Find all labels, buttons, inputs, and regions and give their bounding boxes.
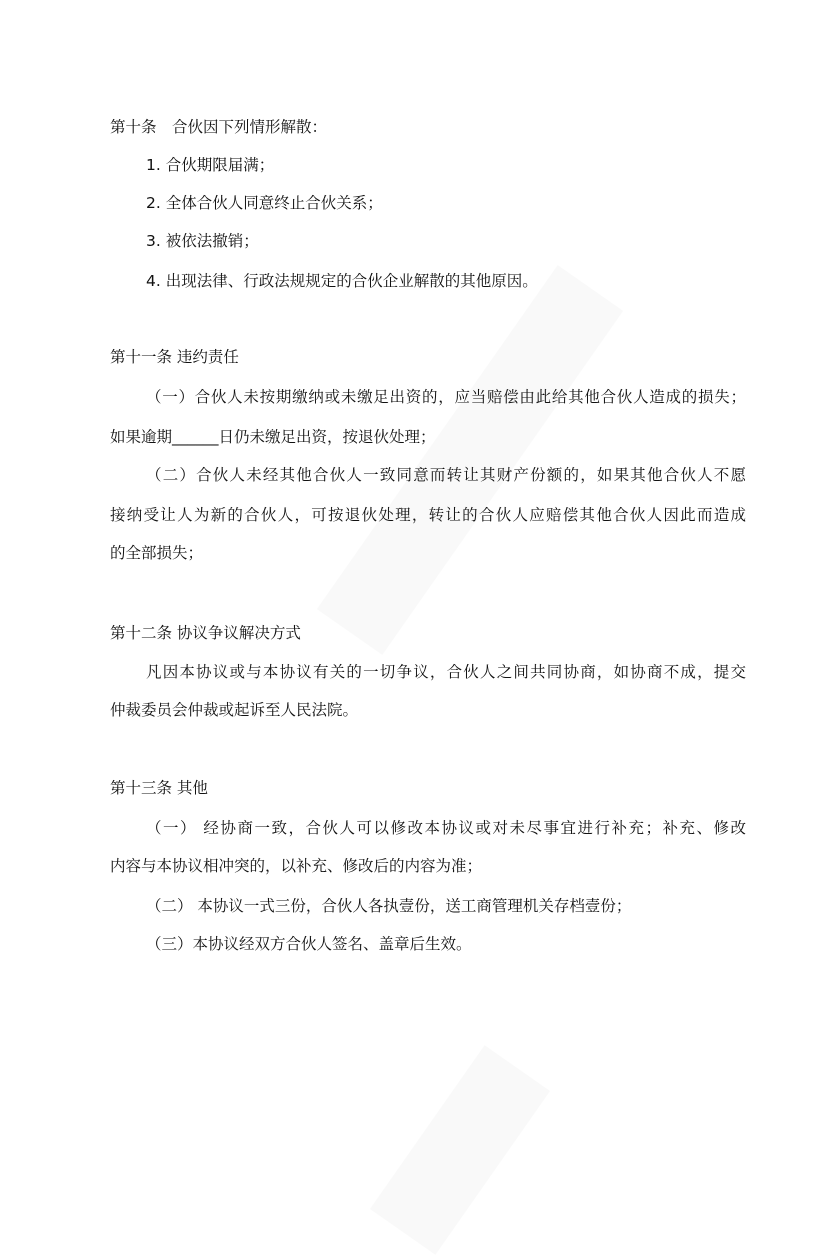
- paragraph-line: 的全部损失；: [110, 544, 204, 562]
- list-item: 4. 出现法律、行政法规规定的合伙企业解散的其他原因。: [146, 272, 538, 290]
- section-title: 第十一条 违约责任: [110, 348, 239, 366]
- paragraph-line: 如果逾期______日仍未缴足出资，按退伙处理；: [110, 428, 436, 446]
- list-item: 1. 合伙期限届满；: [146, 156, 275, 174]
- paragraph-line: 仲裁委员会仲裁或起诉至人民法院。: [110, 701, 359, 719]
- list-item: 3. 被依法撤销；: [146, 232, 259, 250]
- watermark: [317, 265, 623, 655]
- section-title: 第十三条 其他: [110, 779, 208, 797]
- paragraph-line: 内容与本协议相冲突的，以补充、修改后的内容为准；: [110, 857, 483, 875]
- paragraph-line: （二） 本协议一式三份，合伙人各执壹份，送工商管理机关存档壹份；: [146, 897, 632, 915]
- list-item: 2. 全体合伙人同意终止合伙关系；: [146, 194, 383, 212]
- paragraph-line: （一）合伙人未按期缴纳或未缴足出资的，应当赔偿由此给其他合伙人造成的损失；: [146, 388, 746, 406]
- section-title: 第十条 合伙因下列情形解散：: [110, 118, 328, 136]
- watermark: [370, 1045, 550, 1255]
- section-title: 第十二条 协议争议解决方式: [110, 624, 301, 642]
- paragraph-line: 接纳受让人为新的合伙人，可按退伙处理，转让的合伙人应赔偿其他合伙人因此而造成: [110, 506, 746, 524]
- paragraph-line: （一） 经协商一致，合伙人可以修改本协议或对未尽事宜进行补充；补充、修改: [146, 819, 746, 837]
- paragraph-line: （二）合伙人未经其他合伙人一致同意而转让其财产份额的，如果其他合伙人不愿: [146, 466, 746, 484]
- paragraph-line: 凡因本协议或与本协议有关的一切争议，合伙人之间共同协商，如协商不成，提交: [146, 663, 746, 681]
- paragraph-line: （三）本协议经双方合伙人签名、盖章后生效。: [146, 935, 472, 953]
